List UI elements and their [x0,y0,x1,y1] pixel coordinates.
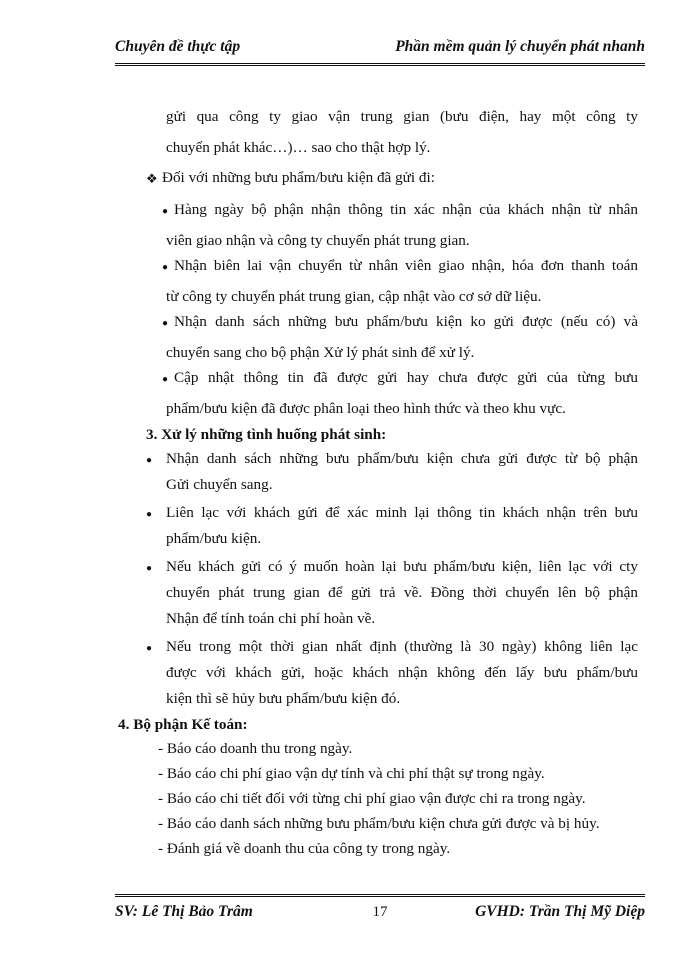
text-line: Gửi chuyển sang. [166,476,273,493]
header-rule [115,63,645,66]
text-line: từ công ty chuyển phát trung gian, cập nhật vào cơ sở dữ liệu. [166,288,542,305]
dash-item: - Báo cáo chi tiết đối với từng chi phí giao vận được chi ra trong ngày. [158,790,586,807]
page-header [115,38,645,56]
text-line: Cập nhật thông tin đã được gửi hay chưa được gửi của từng bưu [174,369,638,386]
text-line: Nếu trong một thời gian nhất định (thường là 30 ngày) không liên lạc [166,638,638,655]
text-line: Nếu khách gửi có ý muốn hoàn lại bưu phẩm/bưu kiện, liên lạc với cty [166,558,638,575]
bullet-icon: ● [146,563,153,574]
text-line: phẩm/bưu kiện đã được phân loại theo hình thức và theo khu vực. [166,400,566,417]
text-line: chuyển sang cho bộ phận Xử lý phát sinh để xử lý. [166,344,475,361]
text-line: gửi qua công ty giao vận trung gian (bưu điện, hay một công ty [166,108,638,125]
text-line: chuyển phát khác…)… sao cho thật hợp lý. [166,139,431,156]
dash-item: - Báo cáo danh sách những bưu phẩm/bưu kiện chưa gửi được và bị hủy. [158,815,600,832]
dash-item: - Báo cáo chi phí giao vận dự tính và chi phí thật sự trong ngày. [158,765,545,782]
text-line: Nhận danh sách những bưu phẩm/bưu kiện chưa gửi được từ bộ phận [166,450,638,467]
text-line: Nhận biên lai vận chuyển từ nhân viên giao nhận, hóa đơn thanh toán [174,257,638,274]
section-heading: 3. Xử lý những tình huống phát sinh: [146,426,387,443]
text-line: được với khách gửi, hoặc khách nhận không đến lấy bưu phẩm/bưu [166,664,638,681]
text-line: chuyển phát trung gian để gửi trả về. Đồng thời chuyển lên bộ phận [166,584,638,601]
header-right: Phần mềm quản lý chuyển phát nhanh [395,38,645,55]
bullet-icon: ● [146,643,153,654]
page-footer [115,903,645,921]
bullet-icon: ● [162,318,169,329]
page-number: 17 [372,903,388,920]
text-line: Đối với những bưu phẩm/bưu kiện đã gửi đi: [162,169,435,186]
text-line: Nhận danh sách những bưu phẩm/bưu kiện ko gửi được (nếu có) và [174,313,638,330]
bullet-icon: ● [146,509,153,520]
text-line: kiện thì sẽ hủy bưu phẩm/bưu kiện đó. [166,690,401,707]
footer-student: SV: Lê Thị Bảo Trâm [115,903,253,920]
section-heading: 4. Bộ phận Kế toán: [118,716,248,733]
header-left: Chuyên đề thực tập [115,38,241,55]
footer-rule [115,894,645,897]
dash-item: - Đánh giá về doanh thu của công ty trong ngày. [158,840,451,857]
text-line: Nhận để tính toán chi phí hoàn về. [166,610,376,627]
bullet-icon: ● [162,206,169,217]
bullet-icon: ● [162,374,169,385]
text-line: Liên lạc với khách gửi để xác minh lại thông tin khách nhận trên bưu [166,504,638,521]
text-line: phẩm/bưu kiện. [166,530,262,547]
bullet-icon: ● [162,262,169,273]
footer-advisor: GVHD: Trần Thị Mỹ Diệp [475,903,645,920]
text-line: viên giao nhận và công ty chuyển phát trung gian. [166,232,470,249]
dash-item: - Báo cáo doanh thu trong ngày. [158,740,353,757]
text-line: Hàng ngày bộ phận nhận thông tin xác nhận của khách nhận từ nhân [174,201,638,218]
bullet-icon: ● [146,455,153,466]
diamond-bullet-icon: ❖ [146,171,158,186]
